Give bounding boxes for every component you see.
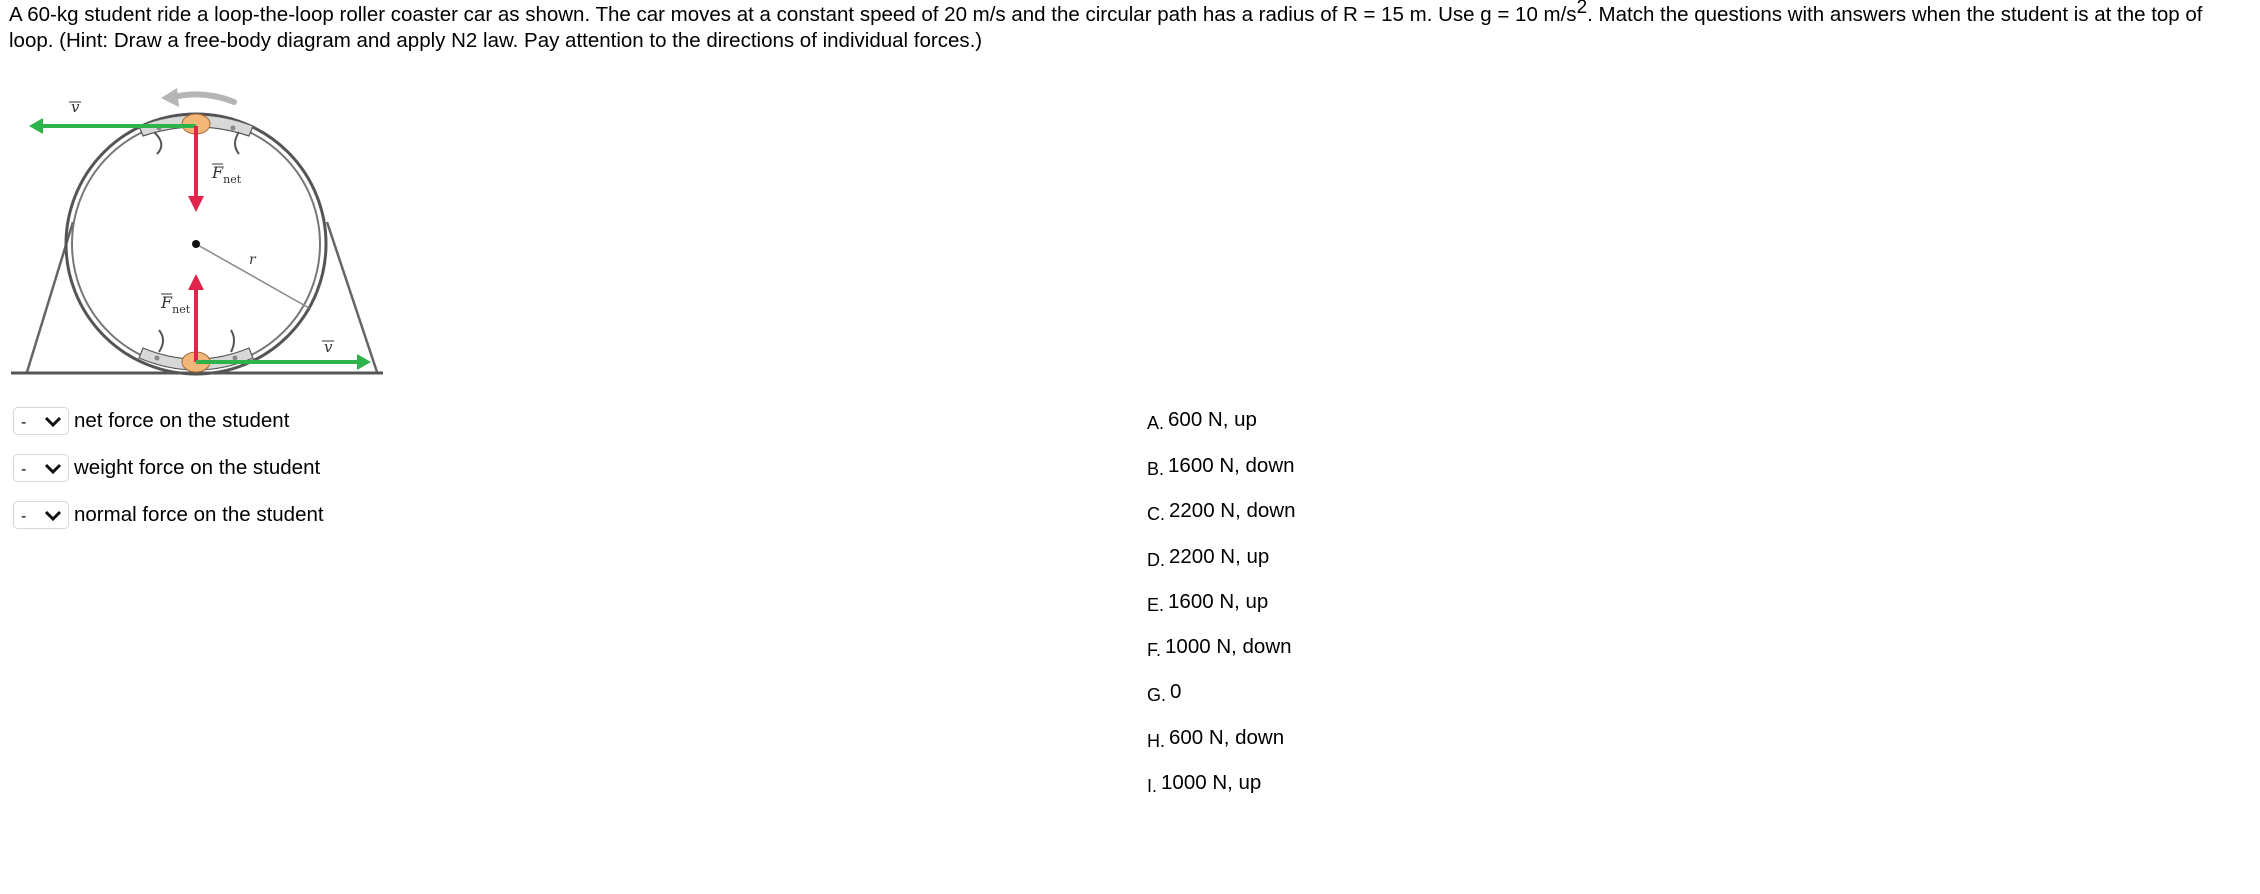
motion-arrowhead <box>161 88 179 107</box>
answer-choice-e <box>1147 588 1268 616</box>
match-row-label: weight force on the student <box>74 456 321 479</box>
radius-label: r <box>249 252 256 268</box>
answer-letter: E. <box>1147 594 1165 615</box>
answer-text: 1000 N, down <box>1165 635 1292 658</box>
chevron-down-icon <box>44 509 62 523</box>
match-row-net-force <box>13 406 289 436</box>
match-row-label: net force on the student <box>74 409 290 432</box>
velocity-label-bottom: v <box>324 338 333 356</box>
answer-letter: C. <box>1147 503 1165 524</box>
motion-direction-arrow <box>174 94 234 102</box>
answer-text: 600 N, up <box>1168 408 1257 431</box>
answer-choice-c <box>1147 497 1296 525</box>
answer-text: 1000 N, up <box>1161 771 1262 794</box>
answer-letter: A. <box>1147 412 1165 433</box>
question-text-main: A 60-kg student ride a loop-the-loop roller coaster car as shown. The car moves at a constant speed of 20 m/s and the circular path has a radius of R = 15 m. Use g = 10 m/s <box>9 3 1577 26</box>
support-leg-right <box>327 222 377 372</box>
question-exponent: 2 <box>1576 0 1588 19</box>
answer-choice-f <box>1147 633 1292 661</box>
answer-text: 0 <box>1170 680 1182 703</box>
answer-select-net-force[interactable] <box>13 407 69 435</box>
answer-select-normal-force[interactable] <box>13 501 69 529</box>
force-arrowhead-bottom <box>188 274 204 290</box>
answer-letter: F. <box>1147 639 1162 660</box>
select-value: - <box>21 508 27 525</box>
velocity-label-top: v <box>71 98 80 116</box>
force-label-bottom: $F_{net}$ <box>161 293 191 316</box>
chevron-down-icon <box>44 415 62 429</box>
force-arrowhead-top <box>188 196 204 212</box>
answer-text: 2200 N, down <box>1169 499 1296 522</box>
answer-letter: H. <box>1147 730 1165 751</box>
answer-choice-i <box>1147 769 1261 797</box>
match-row-normal-force <box>13 500 324 530</box>
answer-text: 2200 N, up <box>1169 545 1270 568</box>
loop-the-loop-figure <box>9 82 383 390</box>
answer-choice-g <box>1147 678 1181 706</box>
answer-text: 1600 N, up <box>1168 590 1269 613</box>
force-label-top: $F_{net}$ <box>212 163 242 186</box>
answer-choice-d <box>1147 543 1269 571</box>
question-text-end: . Match the questions with answers when the student is at the top of loop. (Hint: Draw a free-body diagram and apply N2 law. Pay attention to the directions of individual forces.) <box>9 3 2203 52</box>
select-value: - <box>21 461 27 478</box>
answer-letter: I. <box>1147 775 1158 796</box>
chevron-down-icon <box>44 462 62 476</box>
loop-center-point <box>192 240 200 248</box>
answer-select-weight-force[interactable] <box>13 454 69 482</box>
velocity-arrowhead-bottom <box>357 354 371 370</box>
answer-text: 1600 N, down <box>1168 454 1295 477</box>
velocity-arrowhead-top <box>29 118 43 134</box>
match-row-weight-force <box>13 453 320 483</box>
answer-letter: D. <box>1147 549 1165 570</box>
match-row-label: normal force on the student <box>74 503 324 526</box>
answer-choice-a <box>1147 406 1257 434</box>
select-value: - <box>21 414 27 431</box>
answer-text: 600 N, down <box>1169 726 1285 749</box>
answer-letter: B. <box>1147 458 1165 479</box>
answer-choice-h <box>1147 724 1284 752</box>
question-text <box>9 2 2249 54</box>
answer-letter: G. <box>1147 684 1167 705</box>
answer-choice-b <box>1147 452 1295 480</box>
